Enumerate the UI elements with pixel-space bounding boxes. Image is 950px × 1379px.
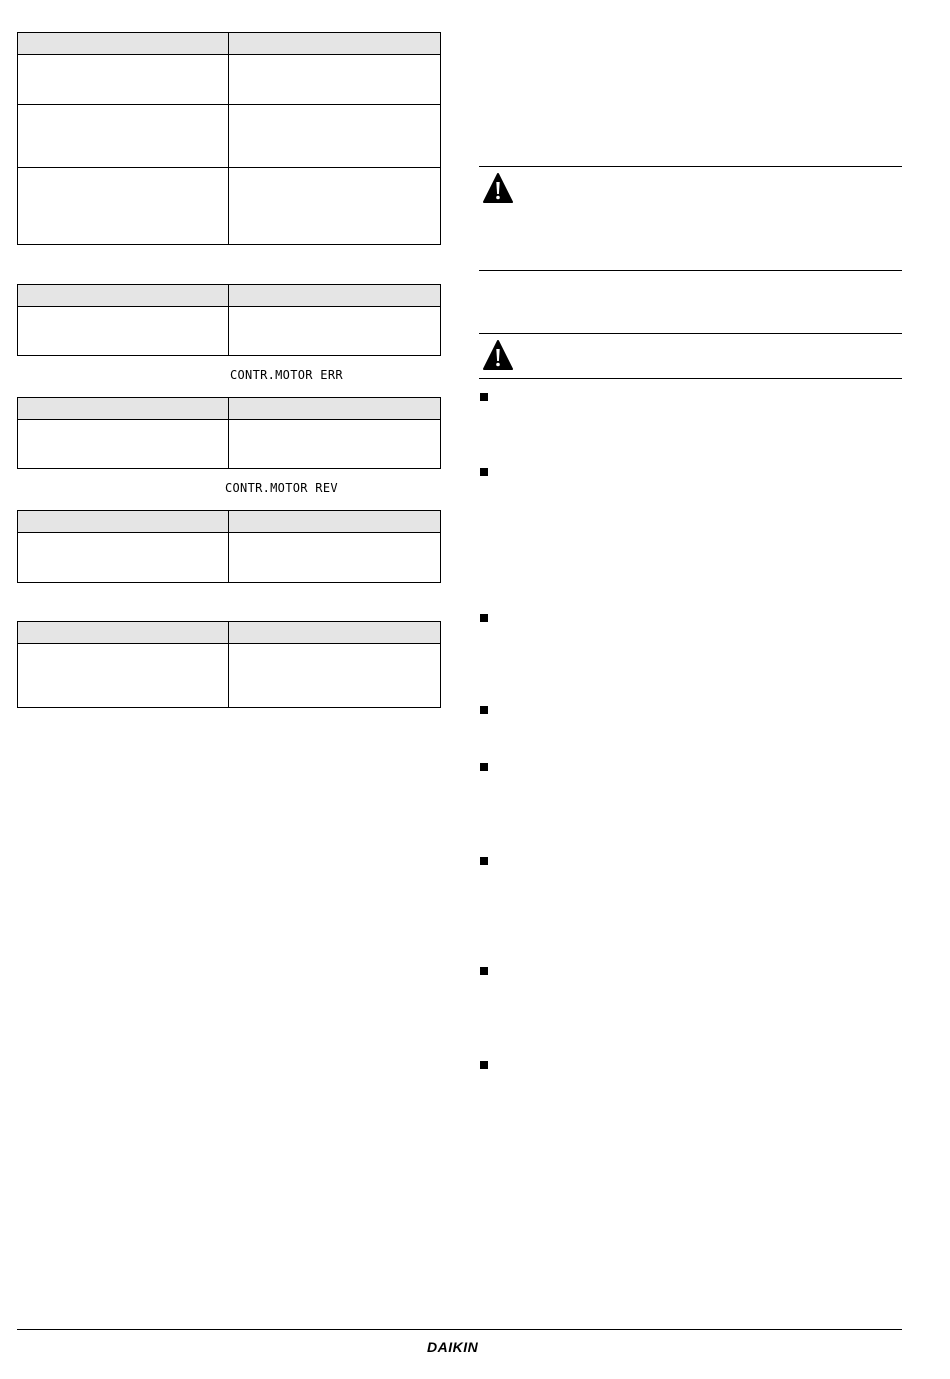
table-row bbox=[18, 307, 440, 355]
table-row bbox=[18, 644, 440, 707]
table-header bbox=[18, 285, 440, 307]
table-5 bbox=[17, 621, 441, 708]
square-bullet bbox=[480, 857, 488, 865]
warning-block-1-bottom-rule bbox=[479, 270, 902, 271]
warning-triangle-icon bbox=[482, 339, 514, 371]
square-bullet bbox=[480, 1061, 488, 1069]
square-bullet bbox=[480, 468, 488, 476]
square-bullet bbox=[480, 763, 488, 771]
table-row bbox=[18, 533, 440, 582]
table-header bbox=[18, 511, 440, 533]
square-bullet bbox=[480, 614, 488, 622]
warning-block-2-bottom-rule bbox=[479, 378, 902, 379]
table-row bbox=[18, 168, 440, 244]
table-header bbox=[18, 398, 440, 420]
message-motor-rev: CONTR.MOTOR REV bbox=[225, 481, 338, 495]
warning-block-2-top-rule bbox=[479, 333, 902, 334]
table-row bbox=[18, 105, 440, 168]
square-bullet bbox=[480, 706, 488, 714]
table-4 bbox=[17, 510, 441, 583]
warning-block-1-top-rule bbox=[479, 166, 902, 167]
table-3 bbox=[17, 397, 441, 469]
square-bullet bbox=[480, 393, 488, 401]
footer-rule bbox=[17, 1329, 902, 1330]
square-bullet bbox=[480, 967, 488, 975]
daikin-logo: DAIKIN bbox=[427, 1339, 479, 1355]
warning-triangle-icon bbox=[482, 172, 514, 204]
table-header bbox=[18, 33, 440, 55]
table-row bbox=[18, 55, 440, 105]
table-2 bbox=[17, 284, 441, 356]
message-motor-err: CONTR.MOTOR ERR bbox=[230, 368, 343, 382]
table-1 bbox=[17, 32, 441, 245]
table-header bbox=[18, 622, 440, 644]
table-row bbox=[18, 420, 440, 468]
